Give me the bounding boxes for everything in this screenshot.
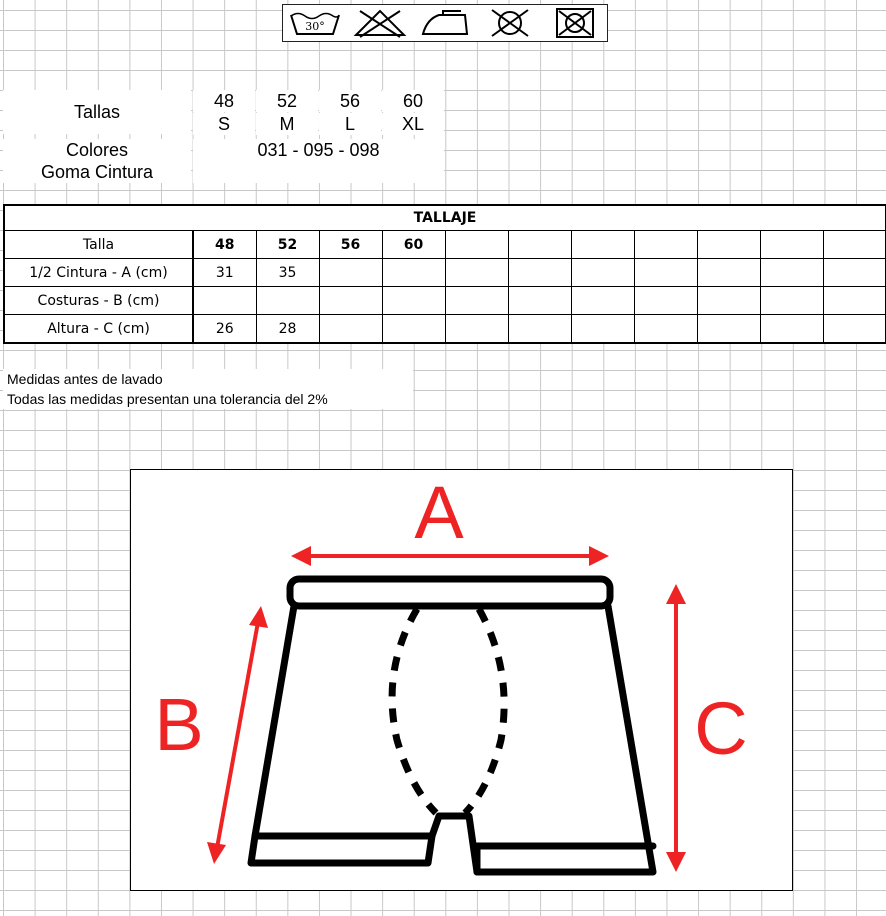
note-before-wash: Medidas antes de lavado [3,369,413,389]
row-label-costuras: Costuras - B (cm) [4,287,193,315]
table-cell [382,287,445,315]
table-cell [445,287,508,315]
table-cell [634,231,697,259]
table-cell [760,287,823,315]
table-cell [760,231,823,259]
tallaje-table [3,204,886,344]
table-cell [697,259,760,287]
size-letter-s: S [193,113,255,135]
table-cell [319,287,382,315]
table-cell: 60 [382,231,445,259]
table-cell [571,315,634,344]
table-cell: 31 [193,259,256,287]
size-numeric-56: 56 [319,90,381,112]
table-cell [382,315,445,344]
colores-label: Colores [3,139,191,161]
fly-seam-dashed [392,609,504,813]
row-label-altura: Altura - C (cm) [4,315,193,344]
table-cell [445,315,508,344]
table-row [4,287,886,315]
measurement-diagram [130,469,793,891]
care-icons-strip [282,4,608,42]
table-cell: 52 [256,231,319,259]
boxer-diagram-svg [131,470,792,890]
table-cell: 35 [256,259,319,287]
table-row [4,231,886,259]
boxer-outline [251,579,653,872]
table-cell [445,259,508,287]
table-cell [445,231,508,259]
wash-temp-label: 30° [305,20,326,33]
size-numeric-48: 48 [193,90,255,112]
table-cell [508,231,571,259]
goma-cintura-label: Goma Cintura [3,161,191,183]
table-row [4,315,886,344]
table-cell: 56 [319,231,382,259]
table-cell [382,259,445,287]
tallaje-title: TALLAJE [4,205,886,231]
label-c: C [694,687,748,770]
table-cell [823,315,886,344]
table-cell [697,231,760,259]
table-cell [571,287,634,315]
table-cell: 48 [193,231,256,259]
no-bleach-icon [352,7,408,39]
table-cell [634,259,697,287]
table-cell [571,231,634,259]
table-cell [760,259,823,287]
note-tolerance: Todas las medidas presentan una tolerancia del 2% [3,389,413,409]
table-cell [634,287,697,315]
size-letter-m: M [256,113,318,135]
label-a: A [414,471,464,554]
no-tumble-dry-icon [482,7,538,39]
size-letter-l: L [319,113,381,135]
table-cell [508,315,571,344]
table-cell [823,259,886,287]
row-label-talla: Talla [4,231,193,259]
size-numeric-60: 60 [382,90,444,112]
table-cell [823,231,886,259]
left-leg-hem [251,836,432,863]
size-letter-xl: XL [382,113,444,135]
table-cell [508,287,571,315]
goma-cintura-value [193,161,444,183]
table-cell [508,259,571,287]
table-cell [697,315,760,344]
table-cell [319,259,382,287]
table-cell [193,287,256,315]
wash-30-icon [287,7,343,39]
table-cell [697,287,760,315]
table-cell [571,259,634,287]
no-dry-clean-icon [547,7,603,39]
table-cell: 28 [256,315,319,344]
size-numeric-52: 52 [256,90,318,112]
row-label-cintura: 1/2 Cintura - A (cm) [4,259,193,287]
arrow-c [666,584,686,872]
label-b: B [154,683,204,766]
table-cell [256,287,319,315]
colores-value: 031 - 095 - 098 [193,139,444,161]
table-cell [823,287,886,315]
iron-icon [417,7,473,39]
right-leg-hem [477,846,653,872]
tallas-label: Tallas [3,90,191,134]
table-cell [319,315,382,344]
table-cell [760,315,823,344]
boxer-body [255,606,653,872]
waistband [290,579,610,606]
table-row [4,259,886,287]
table-cell: 26 [193,315,256,344]
table-cell [634,315,697,344]
